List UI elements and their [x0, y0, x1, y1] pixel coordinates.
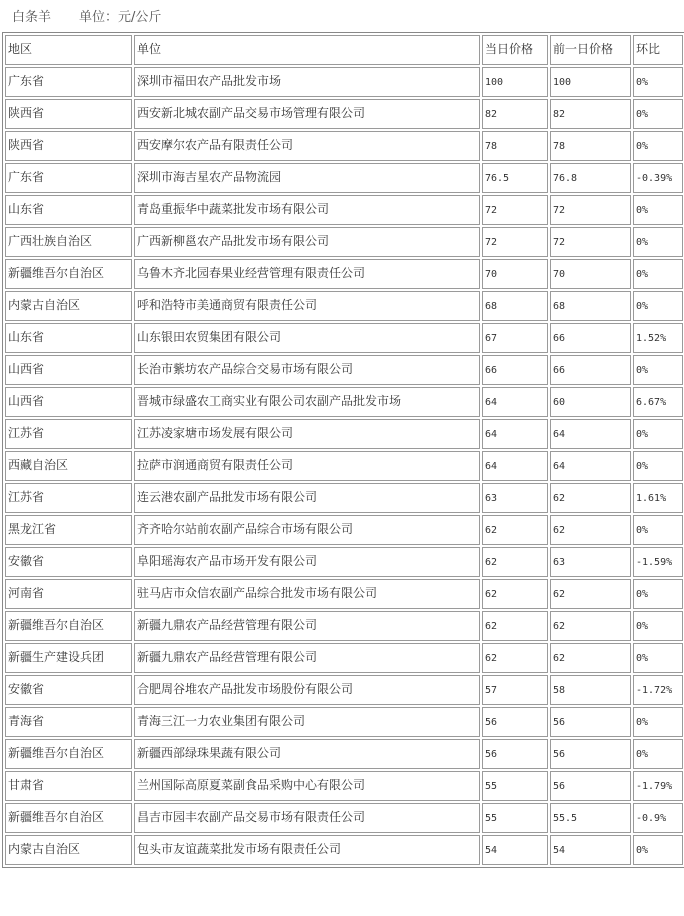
unit-label: 单位：元/公斤 [79, 10, 162, 25]
table-row [5, 227, 683, 257]
change-cell: 0% [633, 451, 683, 481]
change-cell: 1.52% [633, 323, 683, 353]
market-cell: 呼和浩特市美通商贸有限责任公司 [134, 291, 480, 321]
today-price-cell: 55 [482, 771, 548, 801]
today-price-cell: 63 [482, 483, 548, 513]
table-row [5, 771, 683, 801]
region-cell: 安徽省 [5, 675, 132, 705]
previous-price-cell: 70 [550, 259, 631, 289]
region-cell: 陕西省 [5, 131, 132, 161]
table-row [5, 131, 683, 161]
today-price-cell: 56 [482, 707, 548, 737]
previous-price-cell: 56 [550, 707, 631, 737]
table-row [5, 291, 683, 321]
previous-price-cell: 56 [550, 771, 631, 801]
change-cell: 0% [633, 643, 683, 673]
table-row [5, 515, 683, 545]
previous-price-cell: 78 [550, 131, 631, 161]
today-price-cell: 78 [482, 131, 548, 161]
table-row [5, 579, 683, 609]
today-price-cell: 100 [482, 67, 548, 97]
table-row [5, 547, 683, 577]
header-region: 地区 [5, 35, 132, 65]
previous-price-cell: 64 [550, 419, 631, 449]
change-cell: 0% [633, 739, 683, 769]
market-cell: 阜阳瑶海农产品市场开发有限公司 [134, 547, 480, 577]
market-cell: 江苏凌家塘市场发展有限公司 [134, 419, 480, 449]
table-row [5, 739, 683, 769]
table-header-row [5, 35, 683, 65]
change-cell: 0% [633, 99, 683, 129]
previous-price-cell: 62 [550, 611, 631, 641]
table-row [5, 355, 683, 385]
previous-price-cell: 68 [550, 291, 631, 321]
today-price-cell: 55 [482, 803, 548, 833]
market-cell: 连云港农副产品批发市场有限公司 [134, 483, 480, 513]
price-table [2, 32, 684, 868]
market-cell: 驻马店市众信农副产品综合批发市场有限公司 [134, 579, 480, 609]
change-cell: 0% [633, 835, 683, 865]
change-cell: -1.79% [633, 771, 683, 801]
today-price-cell: 62 [482, 579, 548, 609]
region-cell: 内蒙古自治区 [5, 291, 132, 321]
market-cell: 兰州国际高原夏菜副食品采购中心有限公司 [134, 771, 480, 801]
region-cell: 江苏省 [5, 483, 132, 513]
previous-price-cell: 82 [550, 99, 631, 129]
today-price-cell: 64 [482, 419, 548, 449]
table-row [5, 803, 683, 833]
region-cell: 内蒙古自治区 [5, 835, 132, 865]
previous-price-cell: 63 [550, 547, 631, 577]
region-cell: 山西省 [5, 387, 132, 417]
market-cell: 晋城市绿盛农工商实业有限公司农副产品批发市场 [134, 387, 480, 417]
market-cell: 青海三江一力农业集团有限公司 [134, 707, 480, 737]
change-cell: 0% [633, 611, 683, 641]
today-price-cell: 54 [482, 835, 548, 865]
table-row [5, 707, 683, 737]
region-cell: 江苏省 [5, 419, 132, 449]
table-row [5, 387, 683, 417]
change-cell: 1.61% [633, 483, 683, 513]
market-cell: 齐齐哈尔站前农副产品综合市场有限公司 [134, 515, 480, 545]
change-cell: -1.59% [633, 547, 683, 577]
previous-price-cell: 60 [550, 387, 631, 417]
change-cell: 0% [633, 195, 683, 225]
table-row [5, 67, 683, 97]
region-cell: 安徽省 [5, 547, 132, 577]
previous-price-cell: 76.8 [550, 163, 631, 193]
market-cell: 深圳市海吉星农产品物流园 [134, 163, 480, 193]
region-cell: 新疆维吾尔自治区 [5, 259, 132, 289]
today-price-cell: 82 [482, 99, 548, 129]
market-cell: 合肥周谷堆农产品批发市场股份有限公司 [134, 675, 480, 705]
change-cell: 6.67% [633, 387, 683, 417]
table-row [5, 195, 683, 225]
change-cell: 0% [633, 131, 683, 161]
previous-price-cell: 55.5 [550, 803, 631, 833]
header-today-price: 当日价格 [482, 35, 548, 65]
region-cell: 新疆维吾尔自治区 [5, 803, 132, 833]
table-row [5, 419, 683, 449]
region-cell: 新疆维吾尔自治区 [5, 611, 132, 641]
previous-price-cell: 66 [550, 355, 631, 385]
today-price-cell: 62 [482, 643, 548, 673]
previous-price-cell: 54 [550, 835, 631, 865]
table-row [5, 99, 683, 129]
previous-price-cell: 64 [550, 451, 631, 481]
today-price-cell: 64 [482, 387, 548, 417]
today-price-cell: 64 [482, 451, 548, 481]
table-caption [12, 9, 161, 27]
product-name: 白条羊 [12, 10, 52, 25]
region-cell: 新疆生产建设兵团 [5, 643, 132, 673]
market-cell: 广西新柳邕农产品批发市场有限公司 [134, 227, 480, 257]
header-change: 环比 [633, 35, 683, 65]
region-cell: 青海省 [5, 707, 132, 737]
market-cell: 新疆西部绿珠果蔬有限公司 [134, 739, 480, 769]
region-cell: 广东省 [5, 67, 132, 97]
table-row [5, 163, 683, 193]
market-cell: 西安摩尔农产品有限责任公司 [134, 131, 480, 161]
change-cell: 0% [633, 227, 683, 257]
region-cell: 广东省 [5, 163, 132, 193]
today-price-cell: 66 [482, 355, 548, 385]
previous-price-cell: 100 [550, 67, 631, 97]
region-cell: 黑龙江省 [5, 515, 132, 545]
market-cell: 深圳市福田农产品批发市场 [134, 67, 480, 97]
change-cell: 0% [633, 291, 683, 321]
change-cell: 0% [633, 579, 683, 609]
today-price-cell: 70 [482, 259, 548, 289]
region-cell: 山东省 [5, 323, 132, 353]
market-cell: 乌鲁木齐北园春果业经营管理有限责任公司 [134, 259, 480, 289]
market-cell: 昌吉市园丰农副产品交易市场有限责任公司 [134, 803, 480, 833]
previous-price-cell: 72 [550, 227, 631, 257]
market-cell: 新疆九鼎农产品经营管理有限公司 [134, 643, 480, 673]
today-price-cell: 76.5 [482, 163, 548, 193]
table-row [5, 835, 683, 865]
today-price-cell: 57 [482, 675, 548, 705]
previous-price-cell: 62 [550, 483, 631, 513]
today-price-cell: 67 [482, 323, 548, 353]
today-price-cell: 72 [482, 195, 548, 225]
change-cell: 0% [633, 515, 683, 545]
change-cell: 0% [633, 355, 683, 385]
change-cell: 0% [633, 259, 683, 289]
region-cell: 甘肃省 [5, 771, 132, 801]
market-cell: 青岛重振华中蔬菜批发市场有限公司 [134, 195, 480, 225]
change-cell: 0% [633, 707, 683, 737]
table-row [5, 483, 683, 513]
today-price-cell: 62 [482, 611, 548, 641]
change-cell: -0.9% [633, 803, 683, 833]
previous-price-cell: 62 [550, 579, 631, 609]
market-cell: 长治市紫坊农产品综合交易市场有限公司 [134, 355, 480, 385]
market-cell: 新疆九鼎农产品经营管理有限公司 [134, 611, 480, 641]
today-price-cell: 68 [482, 291, 548, 321]
today-price-cell: 62 [482, 515, 548, 545]
previous-price-cell: 72 [550, 195, 631, 225]
market-cell: 山东银田农贸集团有限公司 [134, 323, 480, 353]
today-price-cell: 56 [482, 739, 548, 769]
previous-price-cell: 62 [550, 643, 631, 673]
region-cell: 新疆维吾尔自治区 [5, 739, 132, 769]
previous-price-cell: 56 [550, 739, 631, 769]
previous-price-cell: 66 [550, 323, 631, 353]
table-row [5, 611, 683, 641]
change-cell: -1.72% [633, 675, 683, 705]
region-cell: 山西省 [5, 355, 132, 385]
table-row [5, 675, 683, 705]
change-cell: 0% [633, 419, 683, 449]
table-row [5, 643, 683, 673]
change-cell: -0.39% [633, 163, 683, 193]
table-row [5, 451, 683, 481]
region-cell: 陕西省 [5, 99, 132, 129]
today-price-cell: 72 [482, 227, 548, 257]
previous-price-cell: 58 [550, 675, 631, 705]
region-cell: 广西壮族自治区 [5, 227, 132, 257]
today-price-cell: 62 [482, 547, 548, 577]
previous-price-cell: 62 [550, 515, 631, 545]
table-row [5, 259, 683, 289]
market-cell: 拉萨市润通商贸有限责任公司 [134, 451, 480, 481]
header-previous-price: 前一日价格 [550, 35, 631, 65]
change-cell: 0% [633, 67, 683, 97]
region-cell: 西藏自治区 [5, 451, 132, 481]
market-cell: 西安新北城农副产品交易市场管理有限公司 [134, 99, 480, 129]
header-market: 单位 [134, 35, 480, 65]
region-cell: 河南省 [5, 579, 132, 609]
market-cell: 包头市友谊蔬菜批发市场有限责任公司 [134, 835, 480, 865]
region-cell: 山东省 [5, 195, 132, 225]
table-row [5, 323, 683, 353]
